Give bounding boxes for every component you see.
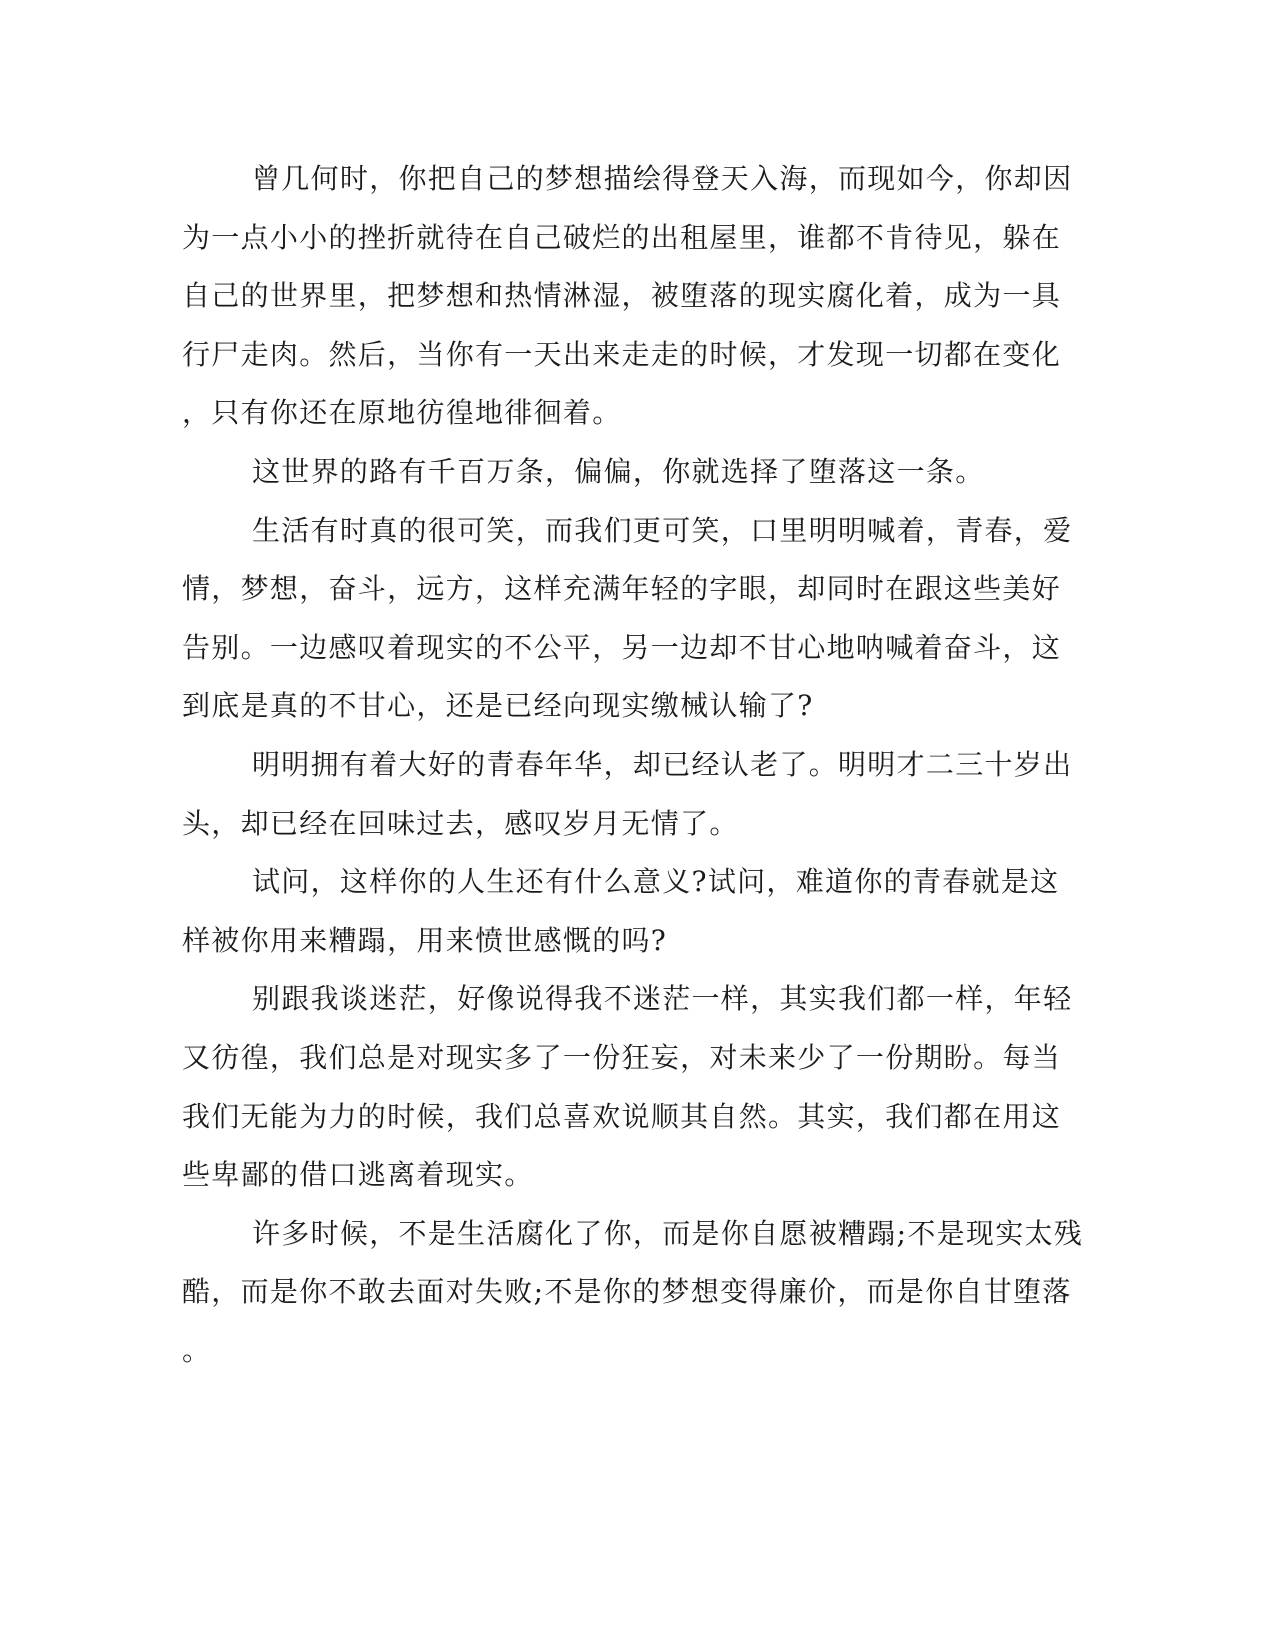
body-text — [182, 150, 1084, 1380]
text-line: ，只有你还在原地彷徨地徘徊着。 — [182, 396, 622, 430]
text-line: 自己的世界里，把梦想和热情淋湿，被堕落的现实腐化着，成为一具 — [182, 279, 1062, 313]
text-line: 情，梦想，奋斗，远方，这样充满年轻的字眼，却同时在跟这些美好 — [182, 572, 1062, 606]
text-line: 曾几何时，你把自己的梦想描绘得登天入海，而现如今，你却因 — [252, 162, 1073, 195]
text-line: 别跟我谈迷茫，好像说得我不迷茫一样，其实我们都一样，年轻 — [252, 982, 1073, 1016]
text-line: 试问，这样你的人生还有什么意义?试问，难道你的青春就是这 — [252, 865, 1060, 899]
text-line: 我们无能为力的时候，我们总喜欢说顺其自然。其实，我们都在用这 — [182, 1099, 1062, 1133]
text-line: 到底是真的不甘心，还是已经向现实缴械认输了? — [182, 689, 814, 723]
text-line: 。 — [182, 1333, 212, 1367]
text-line: 些卑鄙的借口逃离着现实。 — [182, 1158, 534, 1192]
text-line: 酷，而是你不敢去面对失败;不是你的梦想变得廉价，而是你自甘堕落 — [182, 1275, 1072, 1309]
text-line: 头，却已经在回味过去，感叹岁月无情了。 — [182, 806, 739, 840]
text-line: 生活有时真的很可笑，而我们更可笑，口里明明喊着，青春，爱 — [252, 513, 1073, 547]
text-line: 明明拥有着大好的青春年华，却已经认老了。明明才二三十岁出 — [252, 747, 1073, 781]
text-line: 为一点小小的挫折就待在自己破烂的出租屋里，谁都不肯待见，躲在 — [182, 220, 1062, 254]
text-line: 样被你用来糟蹋，用来愤世感慨的吗? — [182, 923, 668, 957]
text-line: 又彷徨，我们总是对现实多了一份狂妄，对未来少了一份期盼。每当 — [182, 1040, 1062, 1074]
text-line: 这世界的路有千百万条，偏偏，你就选择了堕落这一条。 — [252, 454, 985, 488]
text-line: 行尸走肉。然后，当你有一天出来走走的时候，才发现一切都在变化 — [182, 337, 1062, 371]
text-line: 告别。一边感叹着现实的不公平，另一边却不甘心地呐喊着奋斗，这 — [182, 630, 1062, 664]
text-line: 许多时候，不是生活腐化了你，而是你自愿被糟蹋;不是现实太残 — [252, 1216, 1084, 1250]
